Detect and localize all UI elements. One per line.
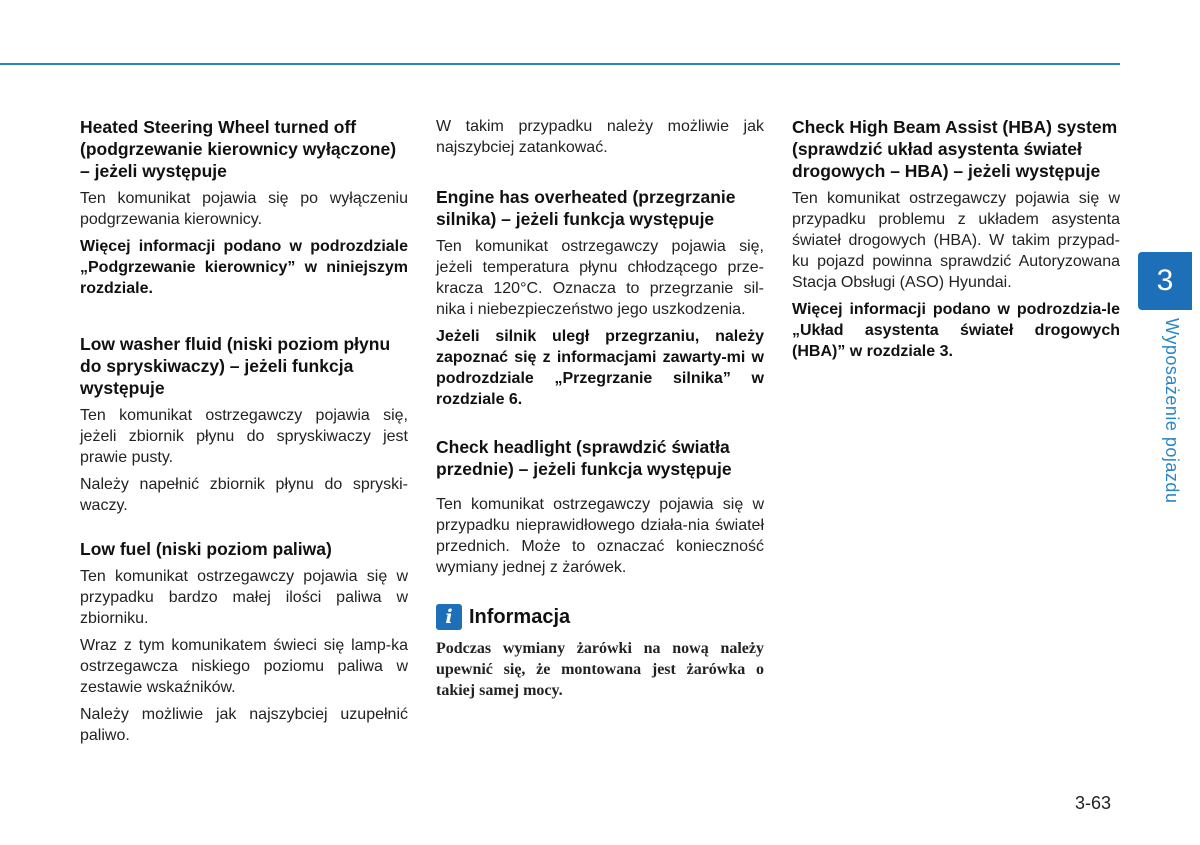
section-paragraph: W takim przypadku należy możliwie jak najszybciej zatankować. (436, 118, 764, 156)
section-paragraph: Należy możliwie jak najszybciej uzupełnić paliwo. (80, 706, 408, 744)
section-paragraph: Ten komunikat ostrzegawczy pojawia się w przypadku bardzo małej ilości paliwa w zbiorniku. (80, 568, 408, 627)
section-paragraph: Ten komunikat ostrzegawczy pojawia się w przypadku nieprawidłowego działa-nia świateł przednich. Może to oznaczać konieczność wymiany jednej z żarówek. (436, 496, 764, 576)
section-paragraph: Ten komunikat ostrzegawczy pojawia się, jeżeli temperatura płynu chłodzącego prze-kracza 120°C. Oznacza to przegrzanie sil-nika i niebezpieczeństwo jego uszkodzenia. (436, 238, 764, 318)
section-engine-overheated (436, 186, 764, 410)
section-paragraph-bold: Jeżeli silnik uległ przegrzaniu, należy zapoznać się z informacjami zawarty-mi w podrozdziale „Przegrzanie silnika” w rozdziale 6. (436, 328, 764, 408)
section-continued (436, 116, 764, 158)
info-title: Informacja (469, 605, 571, 628)
top-rule (0, 63, 1120, 65)
section-check-hba (792, 116, 1120, 362)
section-paragraph: Wraz z tym komunikatem świeci się lamp-ka ostrzegawcza niskiego poziomu paliwa w zestawie wskaźników. (80, 637, 408, 696)
section-low-washer-fluid (80, 333, 408, 516)
section-paragraph-bold: Więcej informacji podano w podrozdziale „Podgrzewanie kierownicy” w niniejszym rozdziale. (80, 238, 408, 297)
section-paragraph: Ten komunikat pojawia się po wyłączeniu podgrzewania kierownicy. (80, 190, 408, 228)
column-2 (436, 116, 764, 701)
section-heading: Check High Beam Assist (HBA) system (sprawdzić układ asystenta świateł drogowych – HBA) – jeżeli występuje (792, 117, 1118, 181)
section-heated-steering-wheel (80, 116, 408, 299)
section-heading: Engine has overheated (przegrzanie silnika) – jeżeli funkcja występuje (436, 187, 736, 229)
section-paragraph: Należy napełnić zbiornik płynu do spryski-waczy. (80, 476, 408, 514)
section-heading: Check headlight (sprawdzić światła przednie) – jeżeli funkcja występuje (436, 437, 732, 479)
section-check-headlight (436, 436, 764, 578)
column-1 (80, 116, 408, 766)
info-text: Podczas wymiany żarówki na nową należy upewnić się, że montowana jest żarówka o takiej samej mocy. (436, 640, 764, 699)
page-number: 3-63 (1075, 793, 1112, 813)
info-header (436, 604, 764, 630)
chapter-title: Wyposażenie pojazdu (1162, 318, 1182, 504)
info-icon: i (436, 604, 462, 630)
section-heading: Heated Steering Wheel turned off (podgrzewanie kierownicy wyłączone) – jeżeli występuje (80, 117, 397, 181)
section-paragraph: Ten komunikat ostrzegawczy pojawia się w przypadku problemu z układem asystenta świateł drogowych (HBA). W takim przypad-ku pojazd powinna sprawdzić Autoryzowana Stacja Obsługi (ASO) Hyundai. (792, 190, 1120, 291)
column-3 (792, 116, 1120, 382)
section-heading: Low fuel (niski poziom paliwa) (80, 539, 332, 559)
chapter-number-tab: 3 (1138, 252, 1192, 310)
section-paragraph: Ten komunikat ostrzegawczy pojawia się, jeżeli zbiornik płynu do spryskiwaczy jest prawie pusty. (80, 407, 408, 466)
section-paragraph-bold: Więcej informacji podano w podrozdzia-le „Układ asystenta świateł drogowych (HBA)” w rozdziale 3. (792, 301, 1120, 360)
section-heading: Low washer fluid (niski poziom płynu do spryskiwaczy) – jeżeli funkcja występuje (80, 334, 391, 398)
info-box (436, 604, 764, 701)
section-low-fuel (80, 538, 408, 746)
